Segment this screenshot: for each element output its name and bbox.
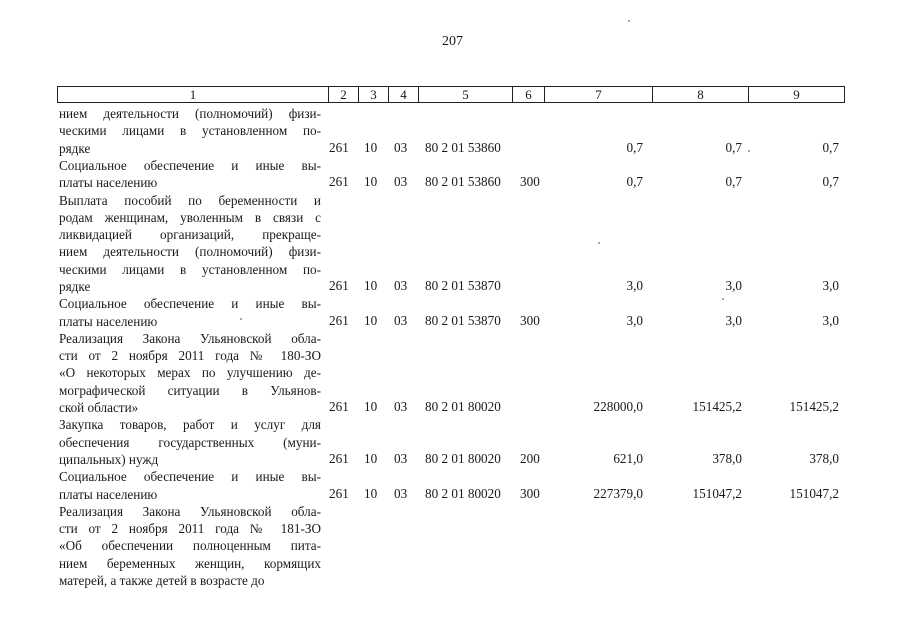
section-code: 10: [364, 399, 378, 415]
description-line: сти от 2 ноября 2011 года № 180-ЗО: [59, 348, 321, 364]
description-line: рядке: [59, 140, 91, 156]
description-line: Реализация Закона Ульяновской обла-: [59, 330, 321, 346]
table-row: [0, 330, 905, 417]
section-code: 10: [364, 174, 378, 190]
description-line: платы населению: [59, 486, 158, 502]
table-row: [0, 295, 905, 330]
column-header-9: 9: [749, 87, 845, 103]
section-code: 10: [364, 139, 378, 155]
description-line: Реализация Закона Ульяновской обла-: [59, 503, 321, 519]
grbs-code: 261: [329, 485, 349, 501]
description-line: нием деятельности (полномочий) физи-: [59, 106, 321, 121]
amount-col-9: 151425,2: [789, 399, 839, 415]
amount-col-8: 378,0: [712, 450, 742, 466]
subsection-code: 03: [394, 399, 408, 415]
column-header-8: 8: [653, 87, 749, 103]
target-article-code: 80 2 01 53870: [425, 278, 501, 293]
amount-col-7: 227379,0: [593, 485, 643, 501]
description-line: ской области»: [59, 400, 139, 416]
target-article-code: 80 2 01 53860: [425, 174, 501, 190]
expense-type-code: 300: [520, 174, 540, 190]
row-description: [59, 295, 321, 330]
amount-col-8: 3,0: [725, 278, 742, 293]
description-line: Социальное обеспечение и иные вы-: [59, 296, 321, 312]
description-line: нием беременных женщин, кормящих: [59, 555, 321, 571]
row-description: [59, 105, 321, 157]
amount-col-7: 621,0: [613, 450, 643, 466]
grbs-code: 261: [329, 139, 349, 155]
amount-col-9: 0,7: [822, 139, 839, 155]
subsection-code: 03: [394, 139, 408, 155]
scan-speck: [240, 318, 242, 320]
grbs-code: 261: [329, 278, 349, 293]
amount-col-9: 3,0: [822, 278, 839, 293]
row-description: [59, 416, 321, 468]
subsection-code: 03: [394, 312, 408, 328]
scan-speck: [722, 298, 724, 300]
description-line: Социальное обеспечение и иные вы-: [59, 469, 321, 485]
scan-speck: [598, 242, 600, 244]
target-article-code: 80 2 01 53870: [425, 312, 501, 328]
grbs-code: 261: [329, 312, 349, 328]
description-line: Закупка товаров, работ и услуг для: [59, 417, 321, 433]
subsection-code: 03: [394, 485, 408, 501]
column-header-row: [58, 87, 845, 103]
row-description: [59, 192, 321, 296]
amount-col-9: 0,7: [822, 174, 839, 190]
section-code: 10: [364, 450, 378, 466]
description-line: нием деятельности (полномочий) физи-: [59, 244, 321, 260]
description-line: платы населению: [59, 313, 158, 329]
amount-col-9: 3,0: [822, 312, 839, 328]
target-article-code: 80 2 01 80020: [425, 450, 501, 466]
description-line: Социальное обеспечение и иные вы-: [59, 157, 321, 173]
column-header-7: 7: [545, 87, 653, 103]
amount-col-8: 0,7: [725, 174, 742, 190]
description-line: мографической ситуации в Ульянов-: [59, 382, 321, 398]
column-header-6: 6: [513, 87, 545, 103]
column-header-table: [57, 86, 845, 103]
column-header-1: 1: [58, 87, 329, 103]
grbs-code: 261: [329, 399, 349, 415]
amount-col-9: 151047,2: [789, 485, 839, 501]
description-line: платы населению: [59, 175, 158, 191]
scan-speck: [628, 20, 630, 22]
description-line: «Об обеспечении полноценным пита-: [59, 538, 321, 554]
amount-col-7: 228000,0: [593, 399, 643, 415]
row-description: [59, 503, 321, 589]
subsection-code: 03: [394, 450, 408, 466]
page-number: 207: [442, 34, 463, 49]
description-line: ческими лицами в установленном по-: [59, 123, 321, 139]
table-row: [0, 105, 905, 157]
scan-speck: [748, 150, 750, 152]
row-description: [59, 468, 321, 503]
amount-col-8: 3,0: [725, 312, 742, 328]
row-description: [59, 157, 321, 192]
table-row: [0, 416, 905, 468]
row-description: [59, 330, 321, 416]
target-article-code: 80 2 01 80020: [425, 399, 501, 415]
table-row: [0, 157, 905, 192]
amount-col-7: 0,7: [626, 139, 643, 155]
expense-type-code: 300: [520, 485, 540, 501]
description-line: ликвидацией организаций, прекраще-: [59, 227, 321, 243]
table-row: [0, 503, 905, 590]
description-line: ципальных) нужд: [59, 451, 159, 467]
subsection-code: 03: [394, 278, 408, 293]
amount-col-8: 0,7: [725, 139, 742, 155]
expense-type-code: 300: [520, 312, 540, 328]
table-row: [0, 468, 905, 503]
column-header-4: 4: [389, 87, 419, 103]
grbs-code: 261: [329, 450, 349, 466]
column-header-2: 2: [329, 87, 359, 103]
amount-col-7: 0,7: [626, 174, 643, 190]
description-line: родам женщинам, уволенным в связи с: [59, 209, 321, 225]
target-article-code: 80 2 01 80020: [425, 485, 501, 501]
description-line: рядке: [59, 278, 91, 294]
section-code: 10: [364, 278, 378, 293]
description-line: Выплата пособий по беременности и: [59, 192, 321, 208]
column-header-5: 5: [419, 87, 513, 103]
target-article-code: 80 2 01 53860: [425, 139, 501, 155]
column-header-3: 3: [359, 87, 389, 103]
amount-col-7: 3,0: [626, 312, 643, 328]
subsection-code: 03: [394, 174, 408, 190]
description-line: сти от 2 ноября 2011 года № 181-ЗО: [59, 521, 321, 537]
grbs-code: 261: [329, 174, 349, 190]
amount-col-8: 151425,2: [692, 399, 742, 415]
amount-col-9: 378,0: [809, 450, 839, 466]
description-line: матерей, а также детей в возрасте до: [59, 573, 265, 589]
expense-type-code: 200: [520, 450, 540, 466]
description-line: ческими лицами в установленном по-: [59, 261, 321, 277]
amount-col-8: 151047,2: [692, 485, 742, 501]
section-code: 10: [364, 485, 378, 501]
description-line: обеспечения государственных (муни-: [59, 434, 321, 450]
description-line: «О некоторых мерах по улучшению де-: [59, 365, 321, 381]
amount-col-7: 3,0: [626, 278, 643, 293]
table-row: [0, 192, 905, 296]
section-code: 10: [364, 312, 378, 328]
